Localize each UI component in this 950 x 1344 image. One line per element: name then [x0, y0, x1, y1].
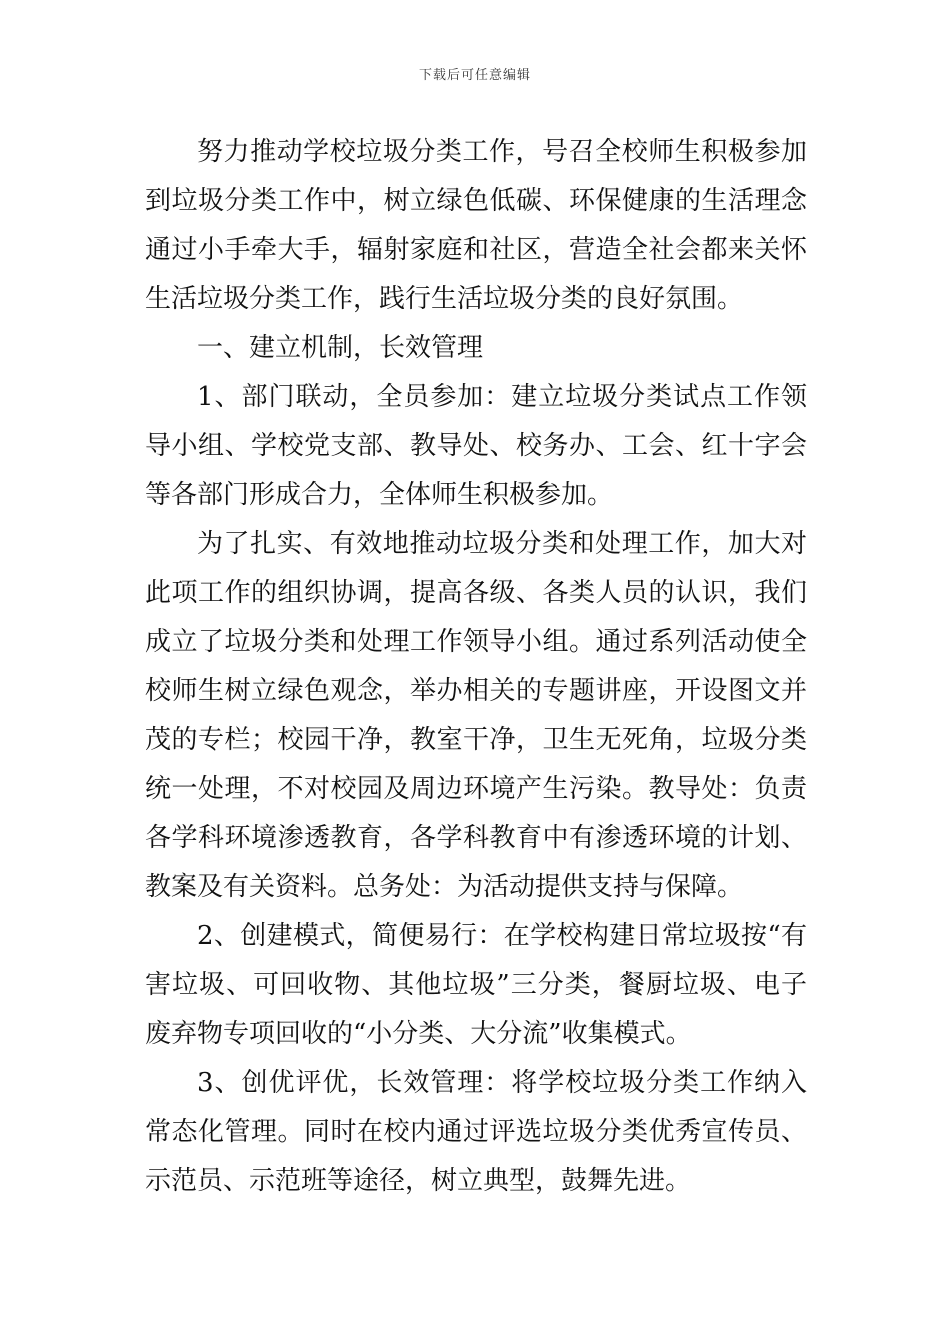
paragraph-leadership-group: 为了扎实、有效地推动垃圾分类和处理工作，加大对此项工作的组织协调，提高各级、各类人员的认识，我们成立了垃圾分类和处理工作领导小组。通过系列活动使全校师生树立绿色观念，举办相关的专题讲座，开设图文并茂的专栏；校园干净，教室干净，卫生无死角，垃圾分类统一处理，不对校园及周边环境产生污染。教导处：负责各学科环境渗透教育，各学科教育中有渗透环境的计划、教案及有关资料。总务处：为活动提供支持与保障。: [145, 529, 807, 902]
section-heading-mechanism: 一、建立机制，长效管理: [197, 333, 484, 363]
paragraph-item-3: 3、创优评优，长效管理：将学校垃圾分类工作纳入常态化管理。同时在校内通过评选垃圾分类优秀宣传员、示范员、示范班等途径，树立典型，鼓舞先进。: [145, 1068, 807, 1196]
paragraph-intro: 努力推动学校垃圾分类工作，号召全校师生积极参加到垃圾分类工作中，树立绿色低碳、环保健康的生活理念通过小手牵大手，辐射家庭和社区，营造全社会都来关怀生活垃圾分类工作，践行生活垃圾分类的良好氛围。: [145, 137, 807, 314]
document-body: [145, 128, 807, 1206]
page-header-note: 下载后可任意编辑: [418, 68, 531, 83]
paragraph-item-2: 2、创建模式，简便易行：在学校构建日常垃圾按“有害垃圾、可回收物、其他垃圾”三分类，餐厨垃圾、电子废弃物专项回收的“小分类、大分流”收集模式。: [145, 921, 807, 1049]
paragraph-item-1: 1、部门联动，全员参加：建立垃圾分类试点工作领导小组、学校党支部、教导处、校务办、工会、红十字会等各部门形成合力，全体师生积极参加。: [145, 382, 807, 510]
